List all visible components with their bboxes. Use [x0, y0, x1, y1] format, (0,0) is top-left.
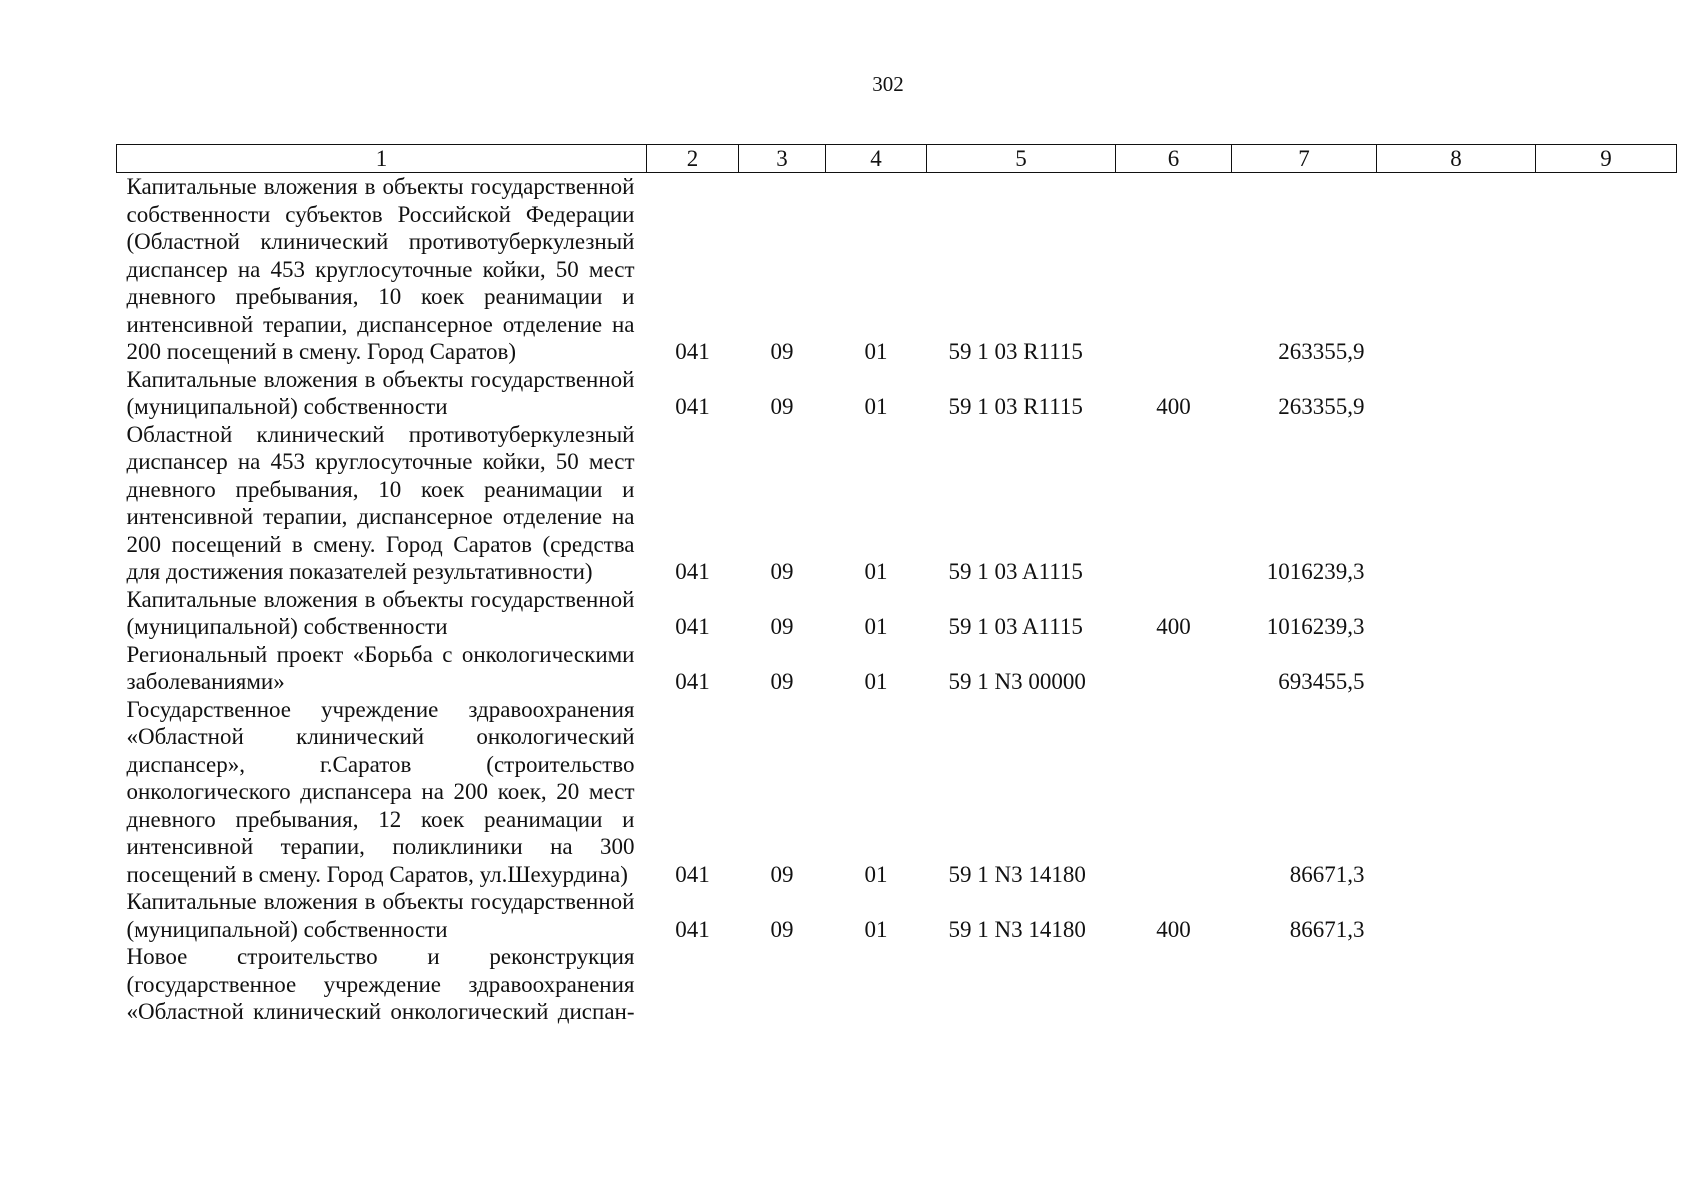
- col9-cell: [1536, 696, 1677, 889]
- col9-cell: [1536, 421, 1677, 586]
- column-header: 1: [117, 145, 647, 173]
- subsection-code: 01: [864, 394, 888, 419]
- expense-type: [1116, 173, 1232, 366]
- expense-type: 400: [1156, 394, 1191, 419]
- table-row: [117, 696, 1677, 889]
- row-name: Областной клинический противотуберкулезный диспансер на 453 круглосуточные койки, 50 мест дневного пребывания, 10 коек реанимации и интенсивной терапии, диспансерное отделение на 200 посещений в смену. Город Саратов (средства для достижения показателей результативности): [126, 421, 635, 584]
- target-code: 59 1 N3 00000: [948, 669, 1086, 694]
- ministry-code: 041: [675, 614, 710, 639]
- table-row: [117, 173, 1677, 366]
- section-code: 09: [770, 916, 794, 942]
- subsection-code: 01: [864, 614, 888, 639]
- expense-type: 400: [1156, 916, 1191, 942]
- section-code: 09: [770, 339, 794, 364]
- amount: 1016239,3: [1266, 614, 1365, 639]
- target-code: [927, 943, 1116, 1026]
- row-name: Капитальные вложения в объекты государственной собственности субъектов Российской Федерации (Областной клинический противотуберкулезный диспансер на 453 круглосуточные койки, 50 мест дневного пребывания, 10 коек реанимации и интенсивной терапии, диспансерное отделение на 200 посещений в смену. Город Саратов): [126, 174, 635, 364]
- row-name: Новое строительство и реконструкция (государственное учреждение здравоохранения «Областной клинический онкологический диспан-: [126, 944, 635, 1024]
- header-row: [117, 145, 1677, 173]
- col9-cell: [1536, 173, 1677, 366]
- target-code: 59 1 03 A1115: [948, 614, 1083, 639]
- target-code: 59 1 03 R1115: [948, 394, 1083, 419]
- subsection-code: 01: [864, 559, 888, 584]
- amount: 86671,3: [1289, 916, 1365, 942]
- column-header: 5: [927, 145, 1116, 173]
- section-code: 09: [770, 669, 794, 694]
- column-header: 9: [1536, 145, 1677, 173]
- section-code: 09: [770, 861, 794, 887]
- expense-type: 400: [1156, 614, 1191, 639]
- ministry-code: [647, 943, 739, 1026]
- amount: 263355,9: [1278, 339, 1365, 364]
- col9-cell: [1536, 943, 1677, 1026]
- col9-cell: [1536, 586, 1677, 641]
- section-code: 09: [770, 614, 794, 639]
- target-code: 59 1 N3 14180: [948, 916, 1086, 942]
- table-row: [117, 888, 1677, 943]
- col8-cell: [1377, 641, 1536, 696]
- target-code: 59 1 03 A1115: [948, 559, 1083, 584]
- subsection-code: 01: [864, 861, 888, 887]
- ministry-code: 041: [675, 394, 710, 419]
- col9-cell: [1536, 888, 1677, 943]
- column-header: 4: [826, 145, 927, 173]
- column-header: 8: [1377, 145, 1536, 173]
- budget-table: [116, 144, 1677, 1026]
- row-name: Капитальные вложения в объекты государственной (муниципальной) собственности: [126, 586, 635, 639]
- section-code: [739, 943, 826, 1026]
- ministry-code: 041: [675, 339, 710, 364]
- section-code: 09: [770, 559, 794, 584]
- row-name: Капитальные вложения в объекты государственной (муниципальной) собственности: [126, 889, 635, 942]
- amount: 693455,5: [1278, 669, 1365, 694]
- row-name: Государственное учреждение здравоохранения «Областной клинический онкологический диспансер», г.Саратов (строительство онкологического диспансера на 200 коек, 20 мест дневного пребывания, 12 коек реанимации и интенсивной терапии, поликлиники на 300 посещений в смену. Город Саратов, ул.Шехурдина): [126, 696, 635, 887]
- expense-type: [1116, 943, 1232, 1026]
- expense-type: [1116, 641, 1232, 696]
- col8-cell: [1377, 421, 1536, 586]
- amount: 1016239,3: [1266, 559, 1365, 584]
- column-header: 2: [647, 145, 739, 173]
- target-code: 59 1 03 R1115: [948, 339, 1083, 364]
- ministry-code: 041: [675, 559, 710, 584]
- col9-cell: [1536, 641, 1677, 696]
- ministry-code: 041: [675, 669, 710, 694]
- table-row: [117, 943, 1677, 1026]
- table-row: [117, 366, 1677, 421]
- col8-cell: [1377, 586, 1536, 641]
- table-row: [117, 586, 1677, 641]
- col8-cell: [1377, 366, 1536, 421]
- table-row: [117, 421, 1677, 586]
- amount: [1232, 943, 1377, 1026]
- col8-cell: [1377, 173, 1536, 366]
- column-header: 3: [739, 145, 826, 173]
- subsection-code: 01: [864, 916, 888, 942]
- ministry-code: 041: [675, 861, 710, 887]
- column-header: 7: [1232, 145, 1377, 173]
- table-row: [117, 641, 1677, 696]
- col8-cell: [1377, 943, 1536, 1026]
- expense-type: [1116, 421, 1232, 586]
- col8-cell: [1377, 696, 1536, 889]
- subsection-code: 01: [864, 669, 888, 694]
- subsection-code: 01: [864, 339, 888, 364]
- expense-type: [1116, 696, 1232, 889]
- subsection-code: [826, 943, 927, 1026]
- page-number: 302: [872, 72, 904, 96]
- row-name: Региональный проект «Борьба с онкологическими заболеваниями»: [126, 641, 635, 694]
- row-name: Капитальные вложения в объекты государственной (муниципальной) собственности: [126, 366, 635, 419]
- amount: 263355,9: [1278, 394, 1365, 419]
- ministry-code: 041: [675, 916, 710, 942]
- col8-cell: [1377, 888, 1536, 943]
- target-code: 59 1 N3 14180: [948, 861, 1086, 887]
- col9-cell: [1536, 366, 1677, 421]
- column-header: 6: [1116, 145, 1232, 173]
- section-code: 09: [770, 394, 794, 419]
- amount: 86671,3: [1289, 861, 1365, 887]
